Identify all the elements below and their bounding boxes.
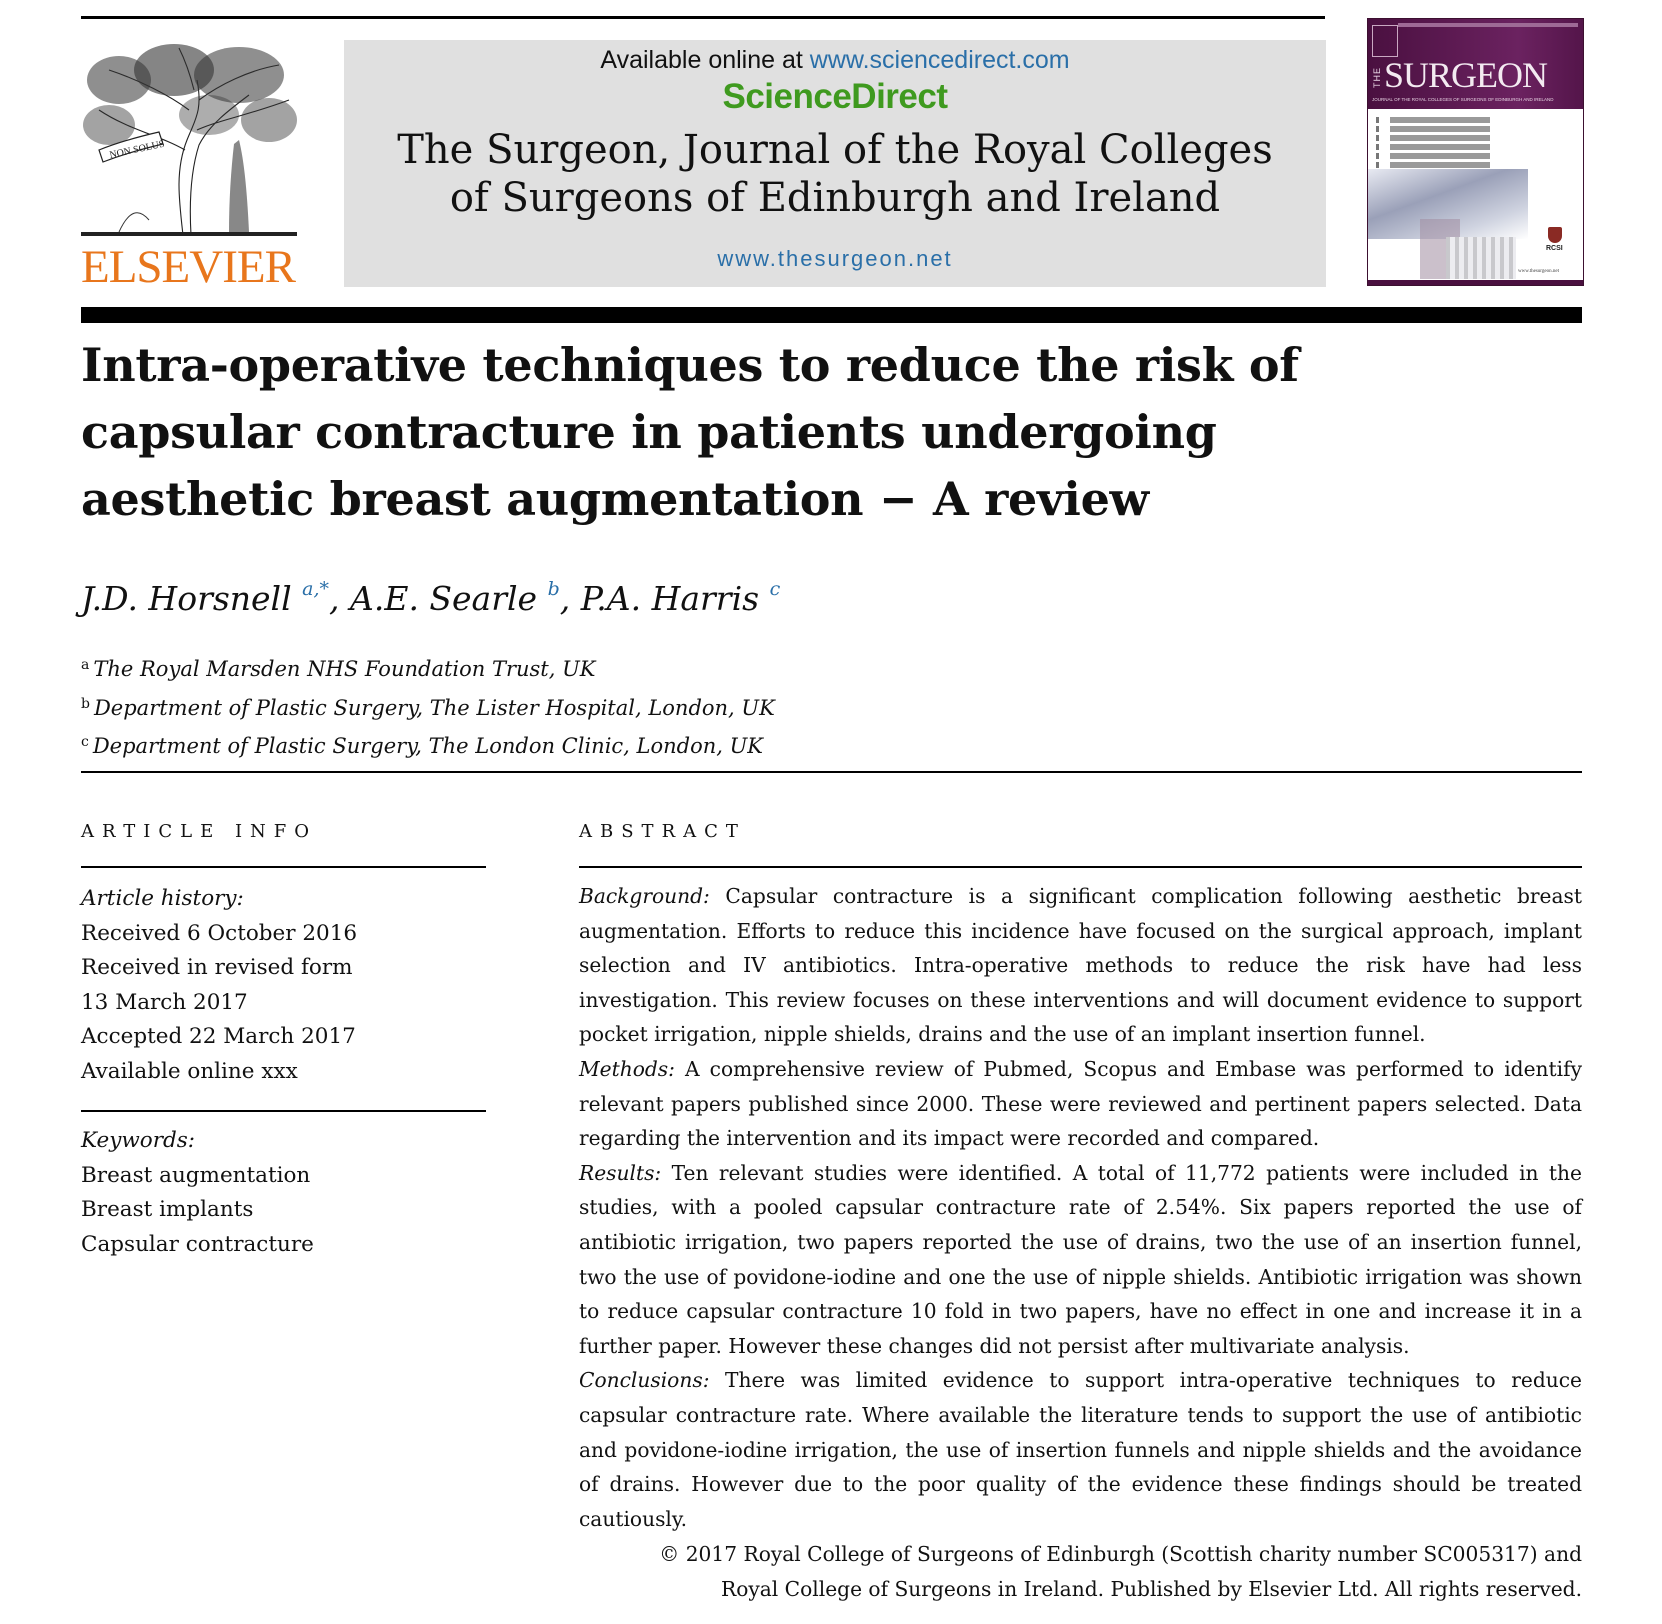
cover-crest-icon (1548, 227, 1562, 243)
header-top-rule (81, 16, 1325, 19)
abstract-section-text: A comprehensive review of Pubmed, Scopus and Embase was performed to identify relevant papers published since 2000. These were reviewed and pertinent papers selected. Data regarding the intervention and its impact were recorded and compared. (579, 1056, 1582, 1151)
author-affiliation-link[interactable]: c (769, 578, 781, 600)
elsevier-wordmark: ELSEVIER (81, 241, 295, 293)
article-title-line-2: capsular contracture in patients undergoing (81, 405, 1217, 459)
abstract-section-text: There was limited evidence to support intra-operative techniques to reduce capsular contracture rate. Where available the literature tends to support the use of antibiotic and povidone-iodine irrigation, the use of insertion funnels and nipple shields and the avoidance of drains. However due to the poor quality of the evidence these findings should be treated cautiously. (579, 1368, 1582, 1531)
history-item: Received in revised form (81, 955, 353, 981)
copyright-notice (579, 1537, 1582, 1606)
abstract-section-label: Results: (579, 1160, 662, 1185)
abstract-section-text: Capsular contracture is a significant complication following aesthetic breast augmentation. Efforts to reduce this incidence have focused on the surgical approach, implant selection and IV antibiotics. Intra-operative methods to reduce the risk have had less investigation. This review focuses on these interventions and will document evidence to support pocket irrigation, nipple shields, drains and the use of an implant insertion funnel. (579, 884, 1582, 1047)
affiliation-text: The Royal Marsden NHS Foundation Trust, UK (93, 657, 596, 681)
keywords (81, 1124, 314, 1262)
abstract-section-conclusions (579, 1363, 1582, 1536)
sciencedirect-link[interactable]: www.sciencedirect.com (809, 46, 1070, 74)
article-title (81, 332, 1381, 533)
affiliation-list (81, 648, 775, 764)
author-separator: , (559, 579, 581, 618)
author-affiliation-link[interactable]: b (547, 578, 560, 600)
cover-title: SURGEON (1384, 55, 1548, 95)
journal-title-line-2: of Surgeons of Edinburgh and Ireland (449, 175, 1221, 221)
abstract-heading: ABSTRACT (579, 821, 746, 842)
article-info-rule (81, 866, 486, 868)
article-history (81, 882, 357, 1090)
affiliation-key: b (81, 695, 90, 712)
journal-cover-image (1367, 18, 1584, 286)
keywords-rule (81, 1110, 486, 1112)
history-item: 13 March 2017 (81, 989, 248, 1015)
copyright-line-1: © 2017 Royal College of Surgeons of Edinburgh (Scottish charity number SC005317) and (659, 1542, 1582, 1566)
history-item: Accepted 22 March 2017 (81, 1024, 356, 1050)
cover-bottom-band (1368, 280, 1583, 285)
keyword-item: Breast augmentation (81, 1162, 311, 1188)
author-name: A.E. Searle (350, 579, 538, 618)
author-list (81, 578, 780, 618)
abstract-section-label: Background: (579, 884, 710, 908)
abstract-section-label: Methods: (579, 1056, 675, 1081)
author-name: J.D. Horsnell (81, 579, 292, 618)
history-item: Received 6 October 2016 (81, 920, 358, 946)
affiliation-key: c (81, 734, 89, 750)
abstract-body (579, 879, 1582, 1536)
section-divider (81, 771, 1582, 773)
cover-building-photo (1446, 237, 1516, 279)
abstract-rule (579, 866, 1582, 868)
journal-title (344, 126, 1326, 222)
header-thick-rule (81, 307, 1582, 323)
cover-elsevier-emblem-icon (1372, 25, 1398, 57)
affiliation-text: Department of Plastic Surgery, The London Clinic, London, UK (92, 734, 763, 758)
journal-url-link[interactable]: www.thesurgeon.net (717, 246, 953, 271)
affiliation-item (81, 687, 775, 726)
article-info-heading: ARTICLE INFO (81, 821, 318, 842)
cover-title-prefix: THE (1372, 67, 1382, 88)
keyword-item: Breast implants (81, 1197, 254, 1223)
tree-icon (79, 40, 301, 240)
abstract-section-label: Conclusions: (579, 1368, 710, 1393)
author-affiliation-link[interactable]: a,* (302, 578, 330, 600)
affiliation-item (81, 725, 775, 764)
abstract-section-methods (579, 1052, 1582, 1156)
cover-band (1398, 23, 1578, 27)
abstract-section-results (579, 1156, 1582, 1364)
article-title-line-3: aesthetic breast augmentation − A review (81, 472, 1149, 526)
author-name: P.A. Harris (580, 579, 760, 618)
cover-subtitle: JOURNAL OF THE ROYAL COLLEGES OF SURGEONS OF EDINBURGH AND IRELAND (1372, 97, 1554, 102)
available-online-prefix: Available online at (600, 46, 803, 74)
abstract-section-background (579, 879, 1582, 1052)
article-title-line-1: Intra-operative techniques to reduce the risk of (81, 338, 1299, 392)
motto-text: NON SOLUS (108, 138, 166, 162)
affiliation-item (81, 648, 775, 687)
article-history-label: Article history: (81, 886, 244, 911)
author-separator: , (329, 579, 351, 618)
sciencedirect-logo: ScienceDirect (722, 77, 948, 116)
abstract-section-text: Ten relevant studies were identified. A total of 11,772 patients were included in the studies, with a pooled capsular contracture rate of 2.54%. Six papers reported the use of antibiotic irrigation, two papers reported the use of drains, two the use of an insertion funnel, two the use of povidone-iodine and one the use of nipple shields. Antibiotic irrigation was shown to reduce capsular contracture 10 fold in two papers, have no effect in one and increase it in a further paper. However these changes did not persist after multivariate analysis. (579, 1160, 1582, 1358)
affiliation-text: Department of Plastic Surgery, The Lister Hospital, London, UK (93, 695, 775, 720)
cover-url: www.thesurgeon.net (1518, 269, 1559, 274)
history-item: Available online xxx (81, 1058, 298, 1084)
journal-banner (344, 40, 1326, 287)
cover-rcsi-badge: RCSI (1546, 245, 1563, 252)
affiliation-key: a (81, 657, 90, 673)
keyword-item: Capsular contracture (81, 1231, 314, 1257)
keywords-label: Keywords: (81, 1128, 196, 1153)
journal-title-line-1: The Surgeon, Journal of the Royal Colleges (397, 127, 1273, 173)
copyright-line-2: Royal College of Surgeons in Ireland. Published by Elsevier Ltd. All rights reserved. (721, 1576, 1582, 1601)
available-online-line (344, 43, 1326, 77)
